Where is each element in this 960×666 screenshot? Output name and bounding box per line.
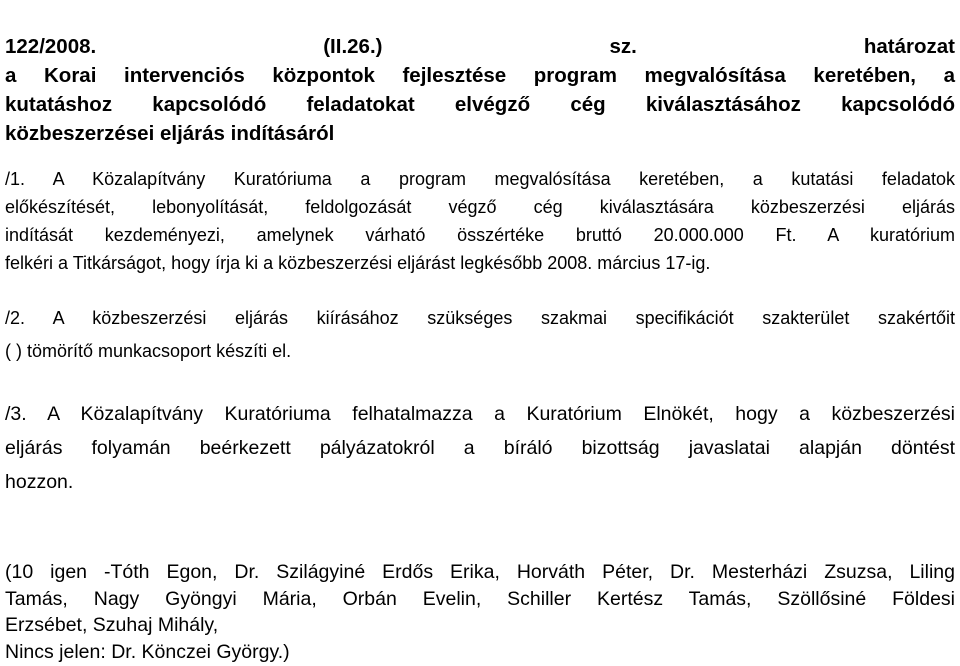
paragraph-line: indítását kezdeményezi, amelynek várható összértéke bruttó 20.000.000 Ft. A kuratórium — [5, 225, 955, 245]
paragraph-2 — [5, 302, 955, 368]
paragraph-3 — [5, 397, 955, 499]
heading-line: kutatáshoz kapcsolódó feladatokat elvégző cég kiválasztásához kapcsolódó — [5, 93, 955, 116]
paragraph-line: hozzon. — [5, 471, 74, 493]
paragraph-line: felkéri a Titkárságot, hogy írja ki a közbeszerzési eljárást legkésőbb 2008. március 17-ig. — [5, 253, 711, 273]
vote-line: (10 igen -Tóth Egon, Dr. Szilágyiné Erdős Erika, Horváth Péter, Dr. Mesterházi Zsuzsa, Liling — [5, 561, 955, 583]
absent-line: Nincs jelen: Dr. Könczei György.) — [5, 640, 290, 663]
paragraph-line: /2. A közbeszerzési eljárás kiírásához szükséges szakmai specifikációt szakterület szakértőit — [5, 308, 955, 328]
vote-record — [5, 559, 955, 665]
paragraph-line: eljárás folyamán beérkezett pályázatokról a bíráló bizottság javaslatai alapján döntést — [5, 437, 955, 459]
heading-line: közbeszerzései eljárás indításáról — [5, 122, 335, 145]
resolution-number: 122/2008. (II.26.) sz. határozat — [5, 35, 955, 58]
paragraph-line: ( ) tömörítő munkacsoport készíti el. — [5, 341, 292, 361]
vote-line: Erzsébet, Szuhaj Mihály, — [5, 614, 219, 636]
paragraph-1 — [5, 165, 955, 277]
heading-line: a Korai intervenciós központok fejlesztése program megvalósítása keretében, a — [5, 64, 955, 87]
resolution-heading — [5, 32, 955, 148]
paragraph-line: /3. A Közalapítvány Kuratóriuma felhatalmazza a Kuratórium Elnökét, hogy a közbeszerzési — [5, 403, 955, 425]
paragraph-line: /1. A Közalapítvány Kuratóriuma a program megvalósítása keretében, a kutatási feladatok — [5, 169, 955, 189]
vote-line: Tamás, Nagy Gyöngyi Mária, Orbán Evelin, Schiller Kertész Tamás, Szöllősiné Földesi — [5, 587, 955, 610]
paragraph-line: előkészítését, lebonyolítását, feldolgozását végző cég kiválasztására közbeszerzési eljárás — [5, 197, 955, 217]
